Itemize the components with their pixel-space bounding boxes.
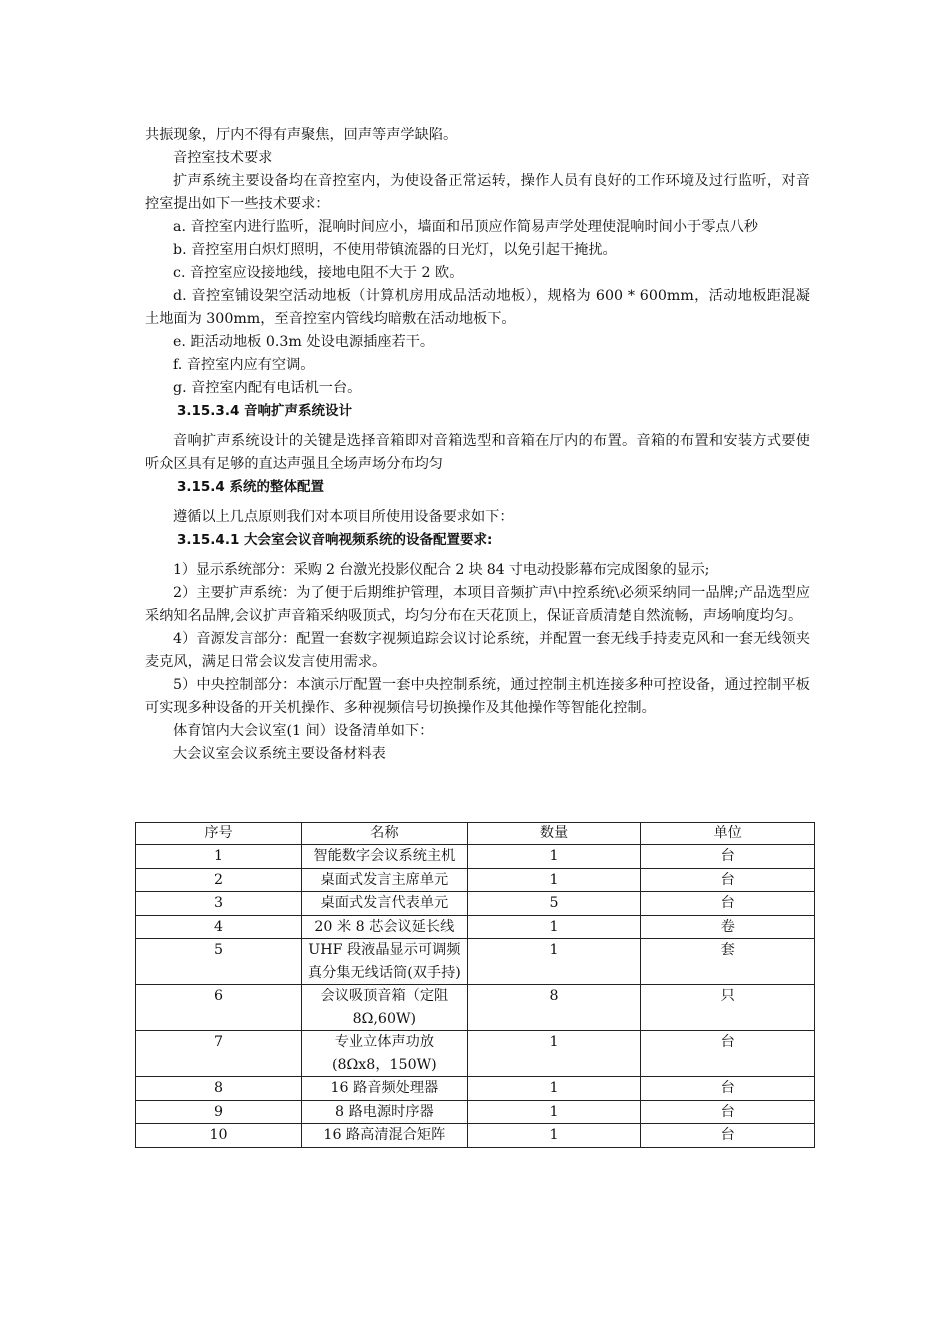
paragraph-central-control: 5）中央控制部分：本演示厅配置一套中央控制系统，通过控制主机连接多种可控设备，通过控制平板可实现多种设备的开关机操作、多种视频信号切换操作及其他操作等智能化控制。 [145, 677, 810, 716]
cell-unit: 台 [641, 1077, 815, 1101]
cell-name: 桌面式发言主席单元 [302, 868, 468, 892]
table-row [136, 915, 815, 939]
cell-quantity: 1 [467, 1031, 641, 1077]
table-row [136, 1031, 815, 1077]
cell-index: 6 [136, 985, 302, 1031]
paragraph-control-room-intro: 扩声系统主要设备均在音控室内，为使设备正常运转，操作人员有良好的工作环境及过行监听，对音控室提出如下一些技术要求： [145, 173, 810, 212]
document-body [145, 124, 810, 766]
table-row [136, 868, 815, 892]
table-row [136, 985, 815, 1031]
table-row [136, 1124, 815, 1148]
cell-name: 16 路音频处理器 [302, 1077, 468, 1101]
cell-unit: 台 [641, 868, 815, 892]
cell-unit: 台 [641, 1100, 815, 1124]
cell-name: 16 路高清混合矩阵 [302, 1124, 468, 1148]
header-name: 名称 [302, 823, 468, 845]
paragraph-acoustic-defects: 共振现象，厅内不得有声聚焦，回声等声学缺陷。 [145, 127, 458, 143]
cell-quantity: 1 [467, 1077, 641, 1101]
cell-unit: 台 [641, 892, 815, 916]
paragraph-requirements-intro: 遵循以上几点原则我们对本项目所使用设备要求如下： [173, 509, 514, 525]
table-caption: 大会议室会议系统主要设备材料表 [173, 746, 386, 762]
heading-3-15-4: 3.15.4 系统的整体配置 [177, 479, 325, 495]
list-item-a: a. 音控室内进行监听，混响时间应小，墙面和吊顶应作简易声学处理使混响时间小于零点八秒 [173, 219, 758, 235]
heading-3-15-4-1: 3.15.4.1 大会室会议音响视频系统的设备配置要求: [177, 532, 493, 548]
paragraph-speaker-design: 音响扩声系统设计的关键是选择音箱即对音箱选型和音箱在厅内的布置。音箱的布置和安装方式要使听众区具有足够的直达声强且全场声场分布均匀 [145, 433, 810, 472]
list-item-g: g. 音控室内配有电话机一台。 [173, 380, 362, 396]
paragraph-display-system: 1）显示系统部分：采购 2 台激光投影仪配合 2 块 84 寸电动投影幕布完成图象的显示; [173, 562, 710, 578]
cell-index: 5 [136, 939, 302, 985]
cell-unit: 卷 [641, 915, 815, 939]
table-row [136, 845, 815, 869]
paragraph-audio-source: 4）音源发言部分：配置一套数字视频追踪会议讨论系统，并配置一套无线手持麦克风和一套无线领夹麦克风，满足日常会议发言使用需求。 [145, 631, 810, 670]
cell-quantity: 1 [467, 939, 641, 985]
cell-name: 专业立体声功放(8Ωx8，150W) [302, 1031, 468, 1077]
heading-3-15-3-4: 3.15.3.4 音响扩声系统设计 [177, 403, 353, 419]
cell-quantity: 8 [467, 985, 641, 1031]
paragraph-equipment-list-intro: 体育馆内大会议室(1 间）设备清单如下： [173, 723, 434, 739]
list-item-f: f. 音控室内应有空调。 [173, 357, 315, 373]
cell-index: 8 [136, 1077, 302, 1101]
cell-name: 20 米 8 芯会议延长线 [302, 915, 468, 939]
table-row [136, 892, 815, 916]
cell-quantity: 1 [467, 1100, 641, 1124]
cell-name: 8 路电源时序器 [302, 1100, 468, 1124]
table-row [136, 1077, 815, 1101]
list-item-c: c. 音控室应设接地线，接地电阻不大于 2 欧。 [173, 265, 464, 281]
cell-name: 桌面式发言代表单元 [302, 892, 468, 916]
table-header-row [136, 823, 815, 845]
equipment-table [135, 822, 815, 1148]
header-index: 序号 [136, 823, 302, 845]
header-unit: 单位 [641, 823, 815, 845]
cell-quantity: 1 [467, 868, 641, 892]
paragraph-main-pa-system: 2）主要扩声系统：为了便于后期维护管理，本项目音频扩声\中控系统\必须采纳同一品牌;产品选型应采纳知名品牌,会议扩声音箱采纳吸顶式，均匀分布在天花顶上，保证音质清楚自然流畅，声场响度均匀。 [145, 585, 810, 624]
cell-name: 会议吸顶音箱（定阻8Ω,60W) [302, 985, 468, 1031]
cell-name: UHF 段液晶显示可调频真分集无线话筒(双手持) [302, 939, 468, 985]
cell-quantity: 1 [467, 1124, 641, 1148]
cell-quantity: 1 [467, 845, 641, 869]
cell-quantity: 5 [467, 892, 641, 916]
cell-name: 智能数字会议系统主机 [302, 845, 468, 869]
cell-quantity: 1 [467, 915, 641, 939]
list-item-d: d. 音控室铺设架空活动地板（计算机房用成品活动地板），规格为 600 * 600mm，活动地板距混凝土地面为 300mm，至音控室内管线均暗敷在活动地板下。 [145, 288, 810, 327]
list-item-b: b. 音控室用白炽灯照明，不使用带镇流器的日光灯，以免引起干掩扰。 [173, 242, 617, 258]
header-quantity: 数量 [467, 823, 641, 845]
cell-index: 4 [136, 915, 302, 939]
cell-unit: 只 [641, 985, 815, 1031]
cell-index: 7 [136, 1031, 302, 1077]
table-row [136, 1100, 815, 1124]
cell-unit: 台 [641, 845, 815, 869]
list-item-e: e. 距活动地板 0.3m 处设电源插座若干。 [173, 334, 435, 350]
cell-unit: 台 [641, 1031, 815, 1077]
cell-index: 10 [136, 1124, 302, 1148]
cell-index: 2 [136, 868, 302, 892]
cell-index: 1 [136, 845, 302, 869]
cell-unit: 套 [641, 939, 815, 985]
cell-index: 9 [136, 1100, 302, 1124]
paragraph-control-room-title: 音控室技术要求 [173, 150, 273, 166]
cell-index: 3 [136, 892, 302, 916]
table-row [136, 939, 815, 985]
cell-unit: 台 [641, 1124, 815, 1148]
